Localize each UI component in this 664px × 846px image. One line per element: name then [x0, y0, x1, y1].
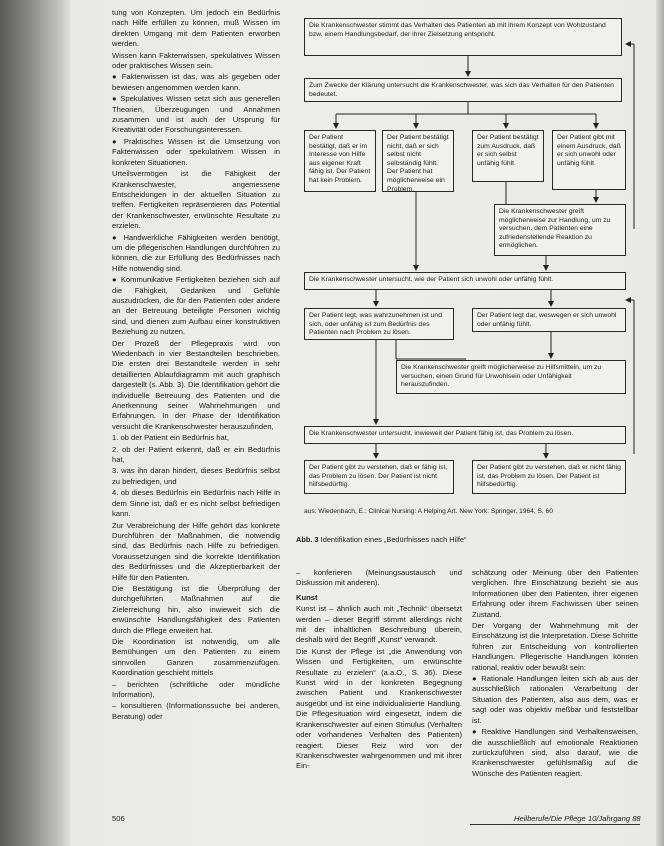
caption-text: Identifikation eines „Bedürfnisses nach Hilfe“ [320, 535, 467, 544]
paragraph: Kunst ist – ähnlich auch mit „Technik“ übersetzt werden – dieser Begriff stimmt allerdings nicht mit der inhaltlichen Beschreibung überein, deshalb wird der Begriff „Kunst“ verwandt. [296, 604, 462, 645]
caption-label: Abb. 3 [296, 535, 319, 544]
left-column [112, 8, 280, 723]
paragraph: ● Rationale Handlungen leiten sich ab aus der ausschließlich rationalen Verarbeitung der Situation des Patienten, also aus dem, was er sagt oder was objektiv meßbar und feststellbar ist. [472, 674, 638, 725]
paragraph: ● Spekulatives Wissen setzt sich aus generellen Theorien, Überzeugungen und Annahmen zusammen und ist auch der Ursprung für Kreativität oder Forschungsinteressen. [112, 94, 280, 135]
diagram-box-no-problem: Der Patient bestätigt, daß er im Interesse von Hilfe aus eigener Kraft fähig ist. Der Patient hat kein Problem. [304, 130, 376, 192]
diagram-box-nurse-checks-ability: Die Krankenschwester untersucht, inwieweit der Patient fähig ist, das Problem zu lösen. [304, 426, 626, 444]
paragraph: Der Vorgang der Wahrnehmung mit der Einschätzung ist die Interpretation. Diese Schritte führen zur Entscheidung von kontrollierten Handlungen. Pflegerische Handlungen können rational, reaktiv oder bewußt sein: [472, 621, 638, 672]
journal-footer: Heilberufe/Die Pflege 10/Jahrgang 88 [514, 814, 641, 823]
diagram-box-not-needing-help: Der Patient gibt zu verstehen, daß er fähig ist, das Problem zu lösen. Der Patient ist nicht hilfsbedürftig. [304, 460, 454, 494]
diagram-box-unwell: Der Patient gibt mit einem Ausdruck, daß er sich unwohl oder unfähig fühlt. [552, 130, 626, 190]
paragraph: Zur Verabreichung der Hilfe gehört das konkrete Durchführen der Maßnahmen, die notwendig sind, das Bedürfnis nach Hilfe zu befriedigen. Voraussetzungen sind die korrekte Identifikation des Bedürfnisses und die Akzeptierbarkeit der Hilfe für den Patienten. [112, 520, 280, 582]
diagram-box-nurse-examines: Die Krankenschwester untersucht, wie der Patient sich unwohl oder unfähig fühlt. [304, 272, 626, 290]
figure-source: aus: Wiedenbach, E.: Clinical Nursing: A Helping Art. New York: Springer, 1964, S. 60 [304, 508, 553, 515]
paragraph: Die Kunst der Pflege ist „die Anwendung von Wissen und Fertigkeiten, um erwünschte Resultate zu erzielen“ (a.a.O., S. 36). Diese Kunst wird in der konkreten Begegnung zwischen Patient und Krankenschwester ausgeübt und ist eine individualisierte Handlung. Die Pflegesituation wird eingesetzt, indem die Krankenschwester auf einen Stimulus (Verhalten oder vorhandenes Verhalten des Patienten) reagiert. Dieser Reiz wird von der Krankenschwester wahrgenommen und mit ihrer Ein- [296, 646, 462, 771]
flow-diagram [296, 14, 640, 528]
page-number: 506 [112, 814, 125, 823]
paragraph: tung von Konzepten. Um jedoch ein Bedürfnis nach Hilfe erfüllen zu können, muß Wissen im direkten Umgang mit dem Patienten erworben werden. [112, 8, 280, 49]
footer-rule [470, 824, 640, 825]
list-item: – konferieren (Meinungsaustausch und Diskussion mit anderen). [296, 568, 462, 588]
list-item: – konsultieren (Informationssuche bei anderen, Beratung) oder [112, 701, 280, 721]
diagram-box-investigation: Zum Zwecke der Klärung untersucht die Krankenschwester, was sich das Verhalten für den Patienten bedeutet. [304, 78, 622, 102]
list-item: 4. ob dieses Bedürfnis ein Bedürfnis nach Hilfe in dem Sinne ist, daß er es nicht selbst befriedigen kann. [112, 488, 280, 519]
diagram-box-possible-problem: Der Patient bestätigt nicht, daß er sich selbst nicht selbständig fühlt. Der Patient hat möglicherweise ein Problem. [382, 130, 454, 192]
diagram-box-patient-unclear: Der Patient legt, was wahrzunehmen ist und sich, oder unfähig ist zum Bedürfnis des Patienten nach Problem zu lösen. [304, 308, 454, 340]
figure-caption [296, 535, 636, 544]
section-heading: Kunst [296, 592, 318, 602]
right-column [472, 568, 638, 780]
diagram-box-patient-explains: Der Patient legt dar, weswegen er sich unwohl oder unfähig fühlt. [472, 308, 626, 332]
list-item: 1. ob der Patient ein Bedürfnis hat, [112, 433, 229, 443]
diagram-box-unable: Der Patient bestätigt zum Ausdruck, daß er sich selbst unfähig fühlt. [472, 130, 544, 182]
paragraph: ● Handwerkliche Fähigkeiten werden benötigt, um die pflegerischen Handlungen durchführen zu können, die zur Erfüllung des Bedürfnisses nach Hilfe notwendig sind. [112, 232, 280, 273]
page-edge-shadow [656, 0, 664, 846]
paragraph: Die Bestätigung ist die Überprüfung der durchgeführten Maßnahmen auf die Zielerreichung hin, also inwieweit sich die erwünschte Handlungsfähigkeit des Patienten durch die Pflege erweitert hat. [112, 583, 280, 635]
paragraph: Die Koordination ist notwendig, um alle Bemühungen um den Patienten zu einem sinnvollen Ganzen zusammenzufügen. Koordination geschieht mittels [112, 636, 280, 678]
book-gutter-shadow [0, 0, 70, 846]
list-item: – berichten (schriftliche oder mündliche Information), [112, 679, 280, 699]
paragraph: ● Reaktive Handlungen sind Verhaltensweisen, die ausschließlich auf emotionale Reaktionen zurückzuführen sind, also darauf, wie die Krankenschwester gefühlsmäßig auf die Wünsche des Patienten reagiert. [472, 727, 638, 778]
paragraph: ● Kommunikative Fertigkeiten beziehen sich auf die Fähigkeit, Gedanken und Gefühle auszudrücken, die für den Patienten oder andere an der Betreuung beteiligte Personen wichtig sind, und dienen zum Aufbau einer konstruktiven Beziehung zu nutzen. [112, 275, 280, 337]
diagram-box-nurse-acts: Die Krankenschwester greift möglicherweise zur Handlung, um zu versuchen, dem Patienten eine zufriedenstellende Reaktion zu ermöglichen. [494, 204, 626, 256]
diagram-box-needing-help: Der Patient gibt zu verstehen, daß er nicht fähig ist, das Problem zu lösen. Der Patient ist hilfsbedürftig. [472, 460, 626, 494]
paragraph: ● Faktenwissen ist das, was als gegeben oder bewiesen angenommen werden kann. [112, 72, 280, 92]
paragraph: schätzung oder Meinung über den Patienten verglichen. Ihre Einschätzung bezieht sie aus Informationen über den Patienten, ihrer eigenen Erfahrung oder ihrem Fachwissen über seinen Zustand. [472, 568, 638, 619]
list-item: 2. ob der Patient erkennt, daß er ein Bedürfnis hat, [112, 444, 280, 465]
paragraph: Urteilsvermögen ist die Fähigkeit der Krankenschwester, angemessene Entscheidungen in der aktuellen Situation zu treffen. Fertigkeiten repräsentieren das Potential der Krankenschwester, erwünschte Resultate zu erzielen. [112, 169, 280, 231]
paragraph: ● Praktisches Wissen ist die Umsetzung von Faktenwissen oder spekulativem Wissen in konkreten Situationen. [112, 136, 280, 167]
middle-column [296, 568, 462, 773]
diagram-box-start: Die Krankenschwester stimmt das Verhalten des Patienten ab mit ihrem Konzept von Wohlzustand bzw. einem Handlungsbedarf, der ihrer Zielsetzung entspricht. [304, 18, 622, 56]
paragraph: Der Prozeß der Pflegepraxis wird von Wiedenbach in vier Bestandteilen beschrieben. Die ersten drei Bestandteile werden in sehr detaillierten Ablaufdiagramm mit auch graphisch dargestellt (s. Abb. 3). Die Identifikation gehört die individuelle Betreuung des Patienten und die Anerkennung seiner Wahrnehmungen und Erfahrungen. In der Phase der Identifikation versucht die Krankenschwester herauszufinden, [112, 338, 281, 431]
list-item: 3. was ihn daran hindert, dieses Bedürfnis selbst zu befriedigen, und [112, 466, 280, 486]
paragraph: Wissen kann Faktenwissen, spekulatives Wissen oder praktisches Wissen sein. [112, 50, 280, 71]
diagram-box-nurse-aids: Die Krankenschwester greift möglicherweise zu Hilfsmitteln, um zu versuchen, einen Grund für Unwohlsein oder Unfähigkeit herauszufinden. [396, 360, 626, 394]
